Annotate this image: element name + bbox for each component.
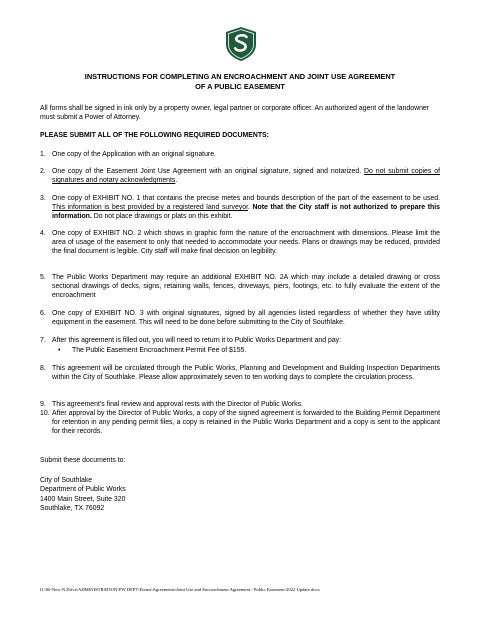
item-text: One copy of the Application with an original signature. — [52, 151, 216, 158]
list-item — [40, 400, 440, 409]
item-text: The Public Works Department may require an additional EXHIBIT NO. 2A which may include a detailed drawing or cross sectional drawings of decks, signs, retaining walls, fences, driveways, piers, footings, etc. to fully evaluate the extent of the encroachment — [52, 274, 440, 300]
list-item — [40, 150, 440, 159]
submit-heading: Submit these documents to: — [40, 457, 126, 464]
required-documents-heading: PLEASE SUBMIT ALL OF THE FOLLOWING REQUIRED DOCUMENTS: — [40, 132, 269, 139]
item-text: After this agreement is filled out, you will need to return it to Public Works Department and pay: — [52, 337, 342, 344]
item-number: 7. — [40, 337, 46, 344]
item-text: One copy of the Easement Joint Use Agreement with an original signature, signed and notarized. Do not submit copies of signatures and notary acknowledgments. — [52, 168, 440, 185]
address-line: City of Southlake — [40, 477, 93, 484]
list-item — [40, 194, 440, 222]
underlined-instruction: Do not submit copies of signatures and notary acknowledgments — [52, 168, 440, 185]
fee-bullet-item — [52, 346, 246, 355]
item-number: 8. — [40, 365, 46, 372]
item-text: This agreement will be circulated through the Public Works, Planning and Development and Building Inspection Departments within the City of Southlake. Please allow approximately seven to ten working days to complete the circulation process. — [52, 365, 440, 382]
list-item — [40, 309, 440, 327]
fee-text: The Public Easement Encroachment Permit Fee of $155. — [72, 347, 247, 354]
item-text: One copy of EXHIBIT NO. 2 which shows in graphic form the nature of the encroachment with dimensions. Please limit the area of usage of the easement to only that needed to accommodate your needs. Plans or drawings may be reduced, provided the final document is legible. City staff will make final decision on legibility. — [52, 230, 440, 256]
list-item — [40, 409, 440, 437]
item-number: 10. — [40, 410, 50, 417]
address-line: Department of Public Works — [40, 486, 126, 494]
intro-paragraph: All forms shall be signed in ink only by a property owner, legal partner or corporate officer. An authorized agent of the landowner must submit a Power of Attorney. — [40, 105, 430, 122]
list-item — [40, 229, 440, 257]
item-text: This agreement’s final review and approval rests with the Director of Public Works. — [52, 401, 303, 408]
address-line: Southlake, TX 76092 — [40, 504, 105, 512]
city-shield-logo — [225, 27, 257, 61]
item-number: 5. — [40, 274, 46, 281]
bullet-icon: • — [58, 347, 61, 354]
list-item — [40, 364, 440, 382]
bold-note: Note that the City staff is not authorized to prepare this information. — [52, 204, 440, 221]
item-text: One copy of EXHIBIT NO. 3 with original signatures, signed by all agencies listed regardless of whether they have utility equipment in the easement. This will need to be done before submitting to the City of Southlake. — [52, 310, 440, 327]
item-number: 9. — [40, 401, 46, 408]
address-block — [40, 476, 126, 513]
item-text: One copy of EXHIBIT NO. 1 that contains the precise metes and bounds description of the part of the easement to be used. This information is best provided by a registered land surveyor. Note that the City staff is not authorized to prepare this information. Do not place drawings or plats on this exhibit. — [52, 195, 440, 221]
list-item — [40, 167, 440, 185]
title-line-1: INSTRUCTIONS FOR COMPLETING AN ENCROACHMENT AND JOINT USE AGREEMENT — [84, 72, 396, 81]
list-item — [40, 336, 440, 345]
item-text: After approval by the Director of Public Works, a copy of the signed agreement is forwarded to the Building Permit Department for retention in any pending permit files, a copy is retained in the Public Works Department and a copy is sent to the applicant for their records. — [52, 410, 440, 436]
address-line: 1400 Main Street, Suite 320 — [40, 495, 126, 503]
item-number: 4. — [40, 230, 46, 237]
shield-icon — [225, 27, 257, 61]
item-number: 1. — [40, 151, 46, 158]
underlined-instruction: This information is best provided by a registered land surveyor — [52, 204, 248, 212]
item-number: 3. — [40, 195, 46, 202]
item-number: 6. — [40, 310, 46, 317]
document-title — [40, 72, 440, 92]
list-item — [40, 273, 440, 301]
footer-file-path: O:\00-New N Drive\ADMINISTRATION-PW DEPT\Forms\Agreements\Joint Use and Encroachment Agreement - Public Easement-2022 Update.docx — [40, 587, 320, 592]
title-line-2: OF A PUBLIC EASEMENT — [195, 82, 285, 91]
item-number: 2. — [40, 168, 46, 175]
